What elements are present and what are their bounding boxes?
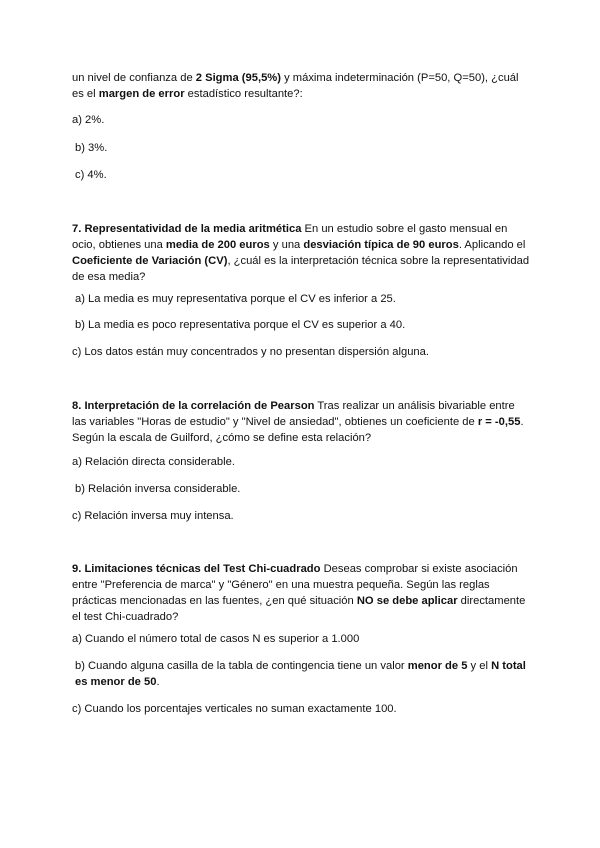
q6-option-c: c) 4%. xyxy=(75,169,107,181)
q6-stem: un nivel de confianza de 2 Sigma (95,5%) y máxima indeterminación (P=50, Q=50), ¿cuál es el margen de error estadístico resultante?: xyxy=(72,72,519,100)
q9-stem: 9. Limitaciones técnicas del Test Chi-cuadrado Deseas comprobar si existe asociación entre "Preferencia de marca" y "Género" en una muestra pequeña. Según las reglas prácticas mencionadas en las fuentes, ¿en qué situación NO se debe aplicar directamente el test Chi-cuadrado? xyxy=(72,563,526,623)
q9-option-b: b) Cuando alguna casilla de la tabla de contingencia tiene un valor menor de 5 y el N total es menor de 50. xyxy=(75,660,526,688)
q6-option-a: a) 2%. xyxy=(72,114,105,126)
q9-option-a: a) Cuando el número total de casos N es superior a 1.000 xyxy=(72,633,360,645)
q7-option-a: a) La media es muy representativa porque el CV es inferior a 25. xyxy=(75,293,396,305)
q8-stem: 8. Interpretación de la correlación de Pearson Tras realizar un análisis bivariable entre las variables "Horas de estudio" y "Nivel de ansiedad", obtienes un coeficiente de r = -0,55. Según la escala de Guilford, ¿cómo se define esta relación? xyxy=(72,400,524,444)
q8-option-c: c) Relación inversa muy intensa. xyxy=(72,510,234,522)
q7-stem: 7. Representatividad de la media aritmética En un estudio sobre el gasto mensual en ocio, obtienes una media de 200 euros y una desviación típica de 90 euros. Aplicando el Coeficiente de Variación (CV), ¿cuál es la interpretación técnica sobre la representatividad de esa media? xyxy=(72,223,530,283)
q6-option-b: b) 3%. xyxy=(75,142,108,154)
q7-option-b: b) La media es poco representativa porque el CV es superior a 40. xyxy=(75,319,406,331)
q9-option-c: c) Cuando los porcentajes verticales no suman exactamente 100. xyxy=(72,703,397,715)
q8-option-a: a) Relación directa considerable. xyxy=(72,456,235,468)
q7-option-c: c) Los datos están muy concentrados y no presentan dispersión alguna. xyxy=(72,346,429,358)
q8-option-b: b) Relación inversa considerable. xyxy=(75,483,241,495)
